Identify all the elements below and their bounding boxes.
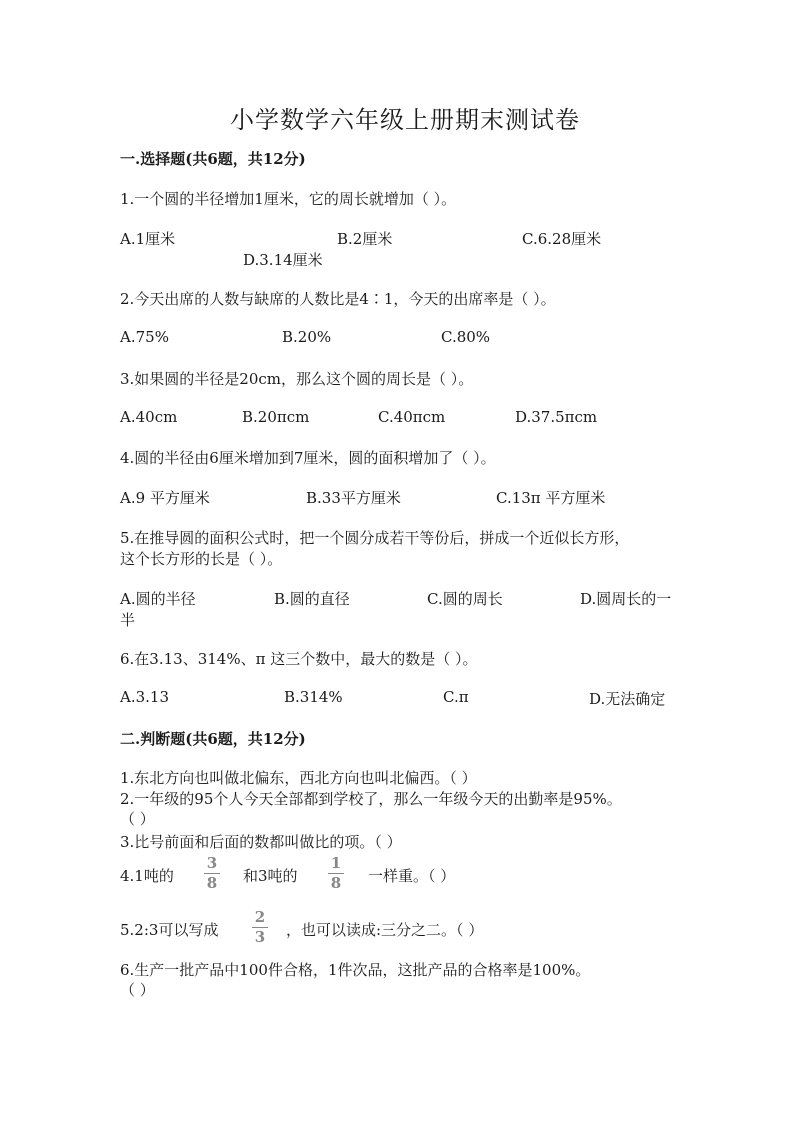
judge-item-1: 1.东北方向也叫做北偏东，西北方向也叫北偏西。（ ）	[120, 769, 477, 787]
q2-option-b: B.20%	[282, 328, 332, 346]
q6-option-b: B.314%	[284, 688, 343, 706]
judge-item-4-part-3: 一样重。（ ）	[368, 867, 456, 885]
q4-option-b: B.33平方厘米	[306, 489, 401, 507]
q3-option-a: A.40cm	[120, 408, 178, 426]
fraction-numerator: 1	[330, 854, 342, 872]
judge-item-5-part-2: ，也可以读成:三分之二。（ ）	[286, 921, 484, 939]
q1-option-a: A.1厘米	[120, 230, 176, 248]
question-5-line-2: 这个长方形的长是（ ）。	[120, 550, 283, 568]
q2-option-c: C.80%	[441, 328, 491, 346]
judge-item-4-part-2: 和3吨的	[243, 867, 298, 885]
judge-item-4-part-1: 4.1吨的	[120, 867, 174, 885]
q4-option-c: C.13π 平方厘米	[496, 489, 606, 507]
q3-option-d: D.37.5πcm	[515, 408, 598, 426]
q1-option-c: C.6.28厘米	[522, 230, 602, 248]
q5-option-a: A.圆的半径	[120, 590, 196, 608]
question-1: 1.一个圆的半径增加1厘米，它的周长就增加（ ）。	[120, 190, 457, 208]
q6-option-d: D.无法确定	[589, 690, 666, 708]
page-title: 小学数学六年级上册期末测试卷	[230, 106, 580, 134]
judge-item-2-line-1: 2.一年级的95个人今天全部都到学校了，那么一年级今天的出勤率是95%。	[120, 790, 622, 808]
q6-option-a: A.3.13	[120, 688, 169, 706]
judge-item-2-line-2: （ ）	[120, 810, 155, 828]
fraction-numerator: 3	[206, 854, 218, 872]
q5-option-c: C.圆的周长	[427, 590, 503, 608]
judge-item-6-line-2: （ ）	[120, 981, 155, 999]
judge-item-3: 3.比号前面和后面的数都叫做比的项。（ ）	[120, 833, 402, 851]
q5-option-d-wrap: 半	[120, 611, 136, 629]
judge-item-6-line-1: 6.生产一批产品中100件合格，1件次品，这批产品的合格率是100%。	[120, 961, 591, 979]
question-2: 2.今天出席的人数与缺席的人数比是4∶1，今天的出席率是（ ）。	[120, 290, 556, 308]
q1-option-d: D.3.14厘米	[243, 251, 323, 269]
question-5-line-1: 5.在推导圆的面积公式时，把一个圆分成若干等份后，拼成一个近似长方形，	[120, 529, 630, 547]
q5-option-d: D.圆周长的一	[580, 590, 672, 608]
section-1-heading: 一.选择题(共6题，共12分)	[120, 150, 306, 168]
fraction-denominator: 3	[254, 928, 266, 946]
question-4: 4.圆的半径由6厘米增加到7厘米，圆的面积增加了（ ）。	[120, 449, 496, 467]
section-2-heading: 二.判断题(共6题，共12分)	[120, 730, 306, 748]
judge-item-5-part-1: 5.2:3可以写成	[120, 921, 219, 939]
q1-option-b: B.2厘米	[337, 230, 393, 248]
fraction-two-thirds	[252, 909, 268, 946]
fraction-three-eighths	[204, 855, 220, 892]
fraction-denominator: 8	[330, 874, 342, 892]
q5-option-b: B.圆的直径	[274, 590, 350, 608]
q4-option-a: A.9 平方厘米	[120, 489, 210, 507]
q6-option-c: C.π	[443, 688, 469, 706]
fraction-denominator: 8	[206, 874, 218, 892]
fraction-numerator: 2	[254, 908, 266, 926]
q3-option-c: C.40πcm	[378, 408, 446, 426]
fraction-one-eighth	[328, 855, 344, 892]
q3-option-b: B.20πcm	[242, 408, 310, 426]
question-3: 3.如果圆的半径是20cm，那么这个圆的周长是（ ）。	[120, 370, 474, 388]
question-6: 6.在3.13、314%、π 这三个数中，最大的数是（ ）。	[120, 650, 478, 668]
q2-option-a: A.75%	[120, 328, 169, 346]
